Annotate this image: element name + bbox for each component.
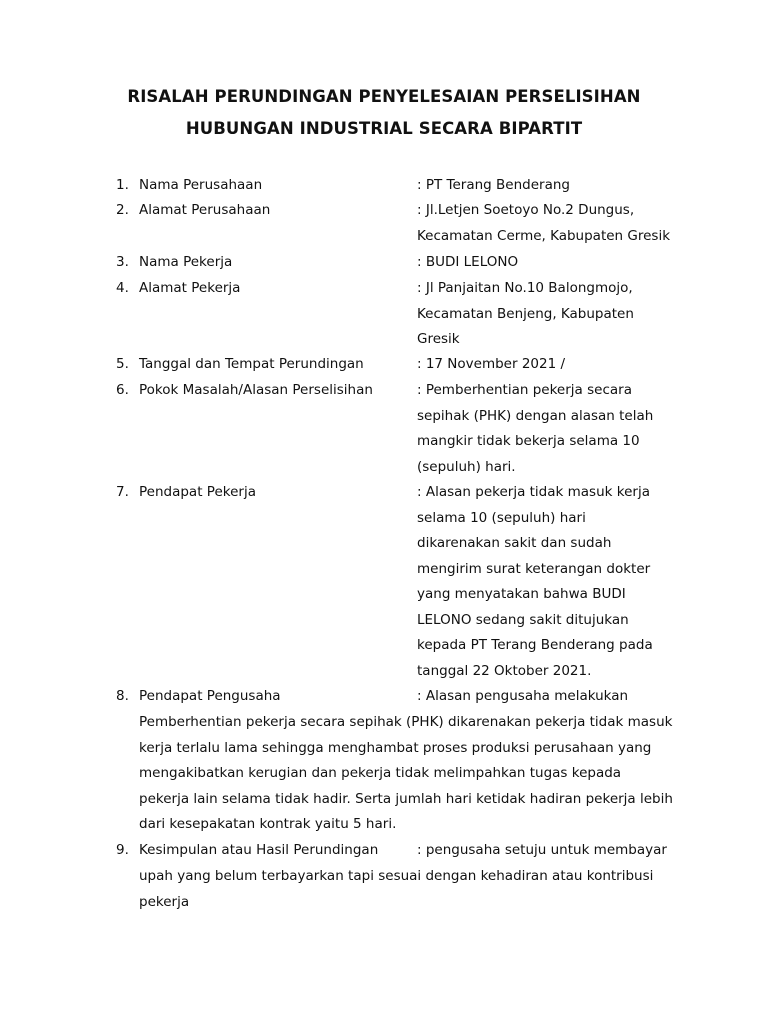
item-label: Nama Pekerja <box>139 254 233 270</box>
item-label: Pendapat Pengusaha <box>139 688 281 704</box>
item-number: 1. <box>116 177 129 193</box>
item-label: Alamat Perusahaan <box>139 202 271 218</box>
item-value: : 17 November 2021 / <box>417 356 566 372</box>
item-value: : Jl Panjaitan No.10 Balongmojo, Kecamatan Benjeng, Kabupaten Gresik <box>417 280 634 347</box>
item-continuation-pendapat-pengusaha: Pemberhentian pekerja secara sepihak (PHK) dikarenakan pekerja tidak masuk kerja terlalu lama sehingga menghambat proses produksi perusahaan yang mengakibatkan kerugian dan pekerja tidak melimpahkan tugas kepada pekerja lain selama tidak hadir. Serta jumlah hari ketidak hadiran pekerja lebih dari kesepakatan kontrak yaitu 5 hari. <box>139 714 673 832</box>
item-value: : Alasan pekerja tidak masuk kerja selama 10 (sepuluh) hari dikarenakan sakit dan sudah mengirim surat keterangan dokter yang menyatakan bahwa BUDI LELONO sedang sakit ditujukan kepada PT Terang Benderang pada tanggal 22 Oktober 2021. <box>417 484 653 679</box>
document-title-line-1: RISALAH PERUNDINGAN PENYELESAIAN PERSELISIHAN <box>127 87 641 106</box>
document-title-line-2: HUBUNGAN INDUSTRIAL SECARA BIPARTIT <box>185 119 583 138</box>
item-label: Nama Perusahaan <box>139 177 263 193</box>
item-label: Kesimpulan atau Hasil Perundingan <box>139 842 379 858</box>
item-value: : Alasan pengusaha melakukan <box>417 688 629 704</box>
item-number: 8. <box>116 688 129 704</box>
item-label: Pendapat Pekerja <box>139 484 256 500</box>
item-number: 9. <box>116 842 129 858</box>
item-number: 6. <box>116 382 129 398</box>
item-number: 5. <box>116 356 129 372</box>
item-value: : Pemberhentian pekerja secara sepihak (PHK) dengan alasan telah mangkir tidak bekerja selama 10 (sepuluh) hari. <box>417 382 654 475</box>
item-label: Tanggal dan Tempat Perundingan <box>139 356 364 372</box>
item-label: Pokok Masalah/Alasan Perselisihan <box>139 382 373 398</box>
item-value: : pengusaha setuju untuk membayar <box>417 842 667 858</box>
item-value: : PT Terang Benderang <box>417 177 570 193</box>
item-number: 3. <box>116 254 129 270</box>
item-value: : BUDI LELONO <box>417 254 519 270</box>
item-continuation-kesimpulan: upah yang belum terbayarkan tapi sesuai dengan kehadiran atau kontribusi pekerja <box>139 868 654 910</box>
item-value: : Jl.Letjen Soetoyo No.2 Dungus, Kecamatan Cerme, Kabupaten Gresik <box>417 202 671 244</box>
item-number: 2. <box>116 202 129 218</box>
item-number: 7. <box>116 484 129 500</box>
item-label: Alamat Pekerja <box>139 280 241 296</box>
item-number: 4. <box>116 280 129 296</box>
